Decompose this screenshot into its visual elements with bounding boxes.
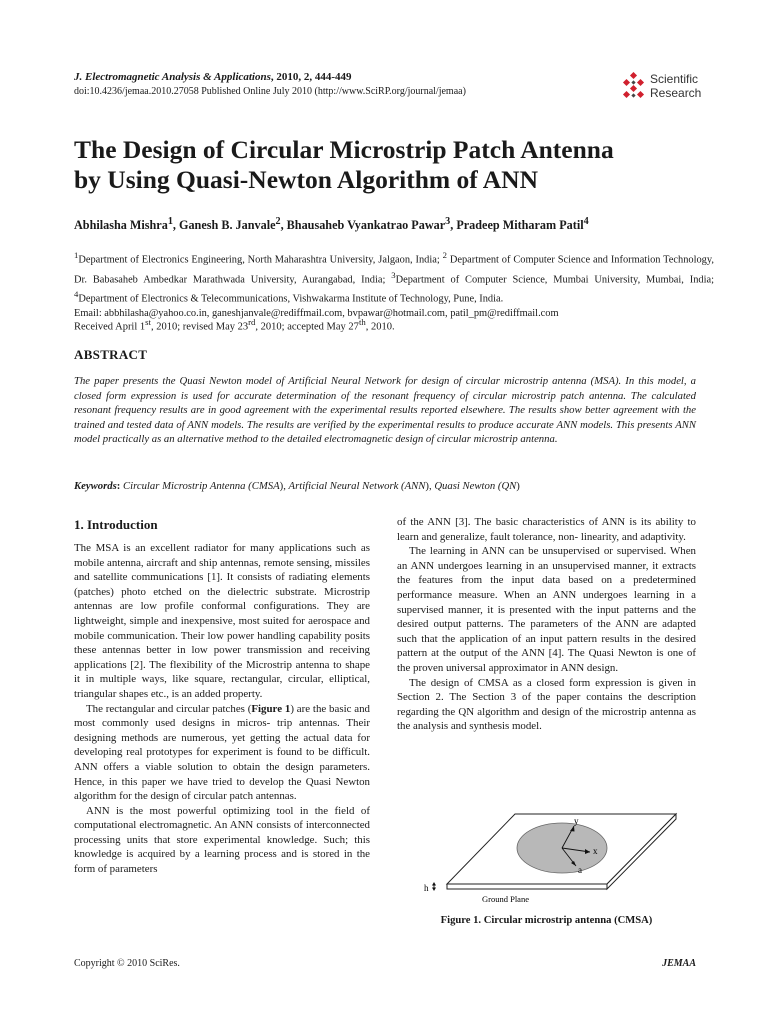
abstract-part: MSA xyxy=(594,375,615,387)
paper-title xyxy=(74,135,714,195)
received-text: , 2010. xyxy=(365,321,395,333)
logo-line-1: Scientific xyxy=(650,72,699,86)
author-sup: 4 xyxy=(583,216,589,227)
keywords-colon: : xyxy=(116,480,123,492)
logo-mark-icon xyxy=(620,72,648,102)
affiliation: Department of Computer Science and Information Technology, Dr. Babasaheb Ambedkar Marathwada University, Aurangabad, India; xyxy=(74,254,714,286)
author: Bhausaheb Vyankatrao Pawar xyxy=(286,218,446,233)
keywords-label: Keywords xyxy=(74,480,117,492)
author-separator: , xyxy=(450,218,457,233)
email-line: Email: abbhilasha@yahoo.co.in, ganeshjanvale@rediffmail.com, bvpawar@hotmail.com, patil_pm@rediffmail.com xyxy=(74,308,559,320)
abstract-text xyxy=(74,374,696,447)
publisher-logo xyxy=(620,70,710,104)
section-heading: 1. Introduction xyxy=(74,517,158,532)
keywords xyxy=(74,480,520,492)
journal-abbr: JEMAA xyxy=(662,958,696,969)
author-list xyxy=(74,216,714,233)
doi-line: doi:10.4236/jemaa.2010.27058 Published Online July 2010 (http://www.SciRP.org/journal/jemaa) xyxy=(74,86,466,97)
paragraph: The learning in ANN can be unsupervised or supervised. When an ANN undergoes learning in an unsupervised manner, it extracts the features from the input data based on a predetermined performance measure. When an ANN undergoes learning in a supervised manner, it is presented with the input patterns and the desired output patterns. The parameters of the ANN are adapted such that the application of an input pattern results in the desired pattern at the output of the ANN [4]. The Quasi Newton is one of the proven universal approximator in ANN design. xyxy=(397,545,696,674)
title-line-1: The Design of Circular Microstrip Patch Antenna xyxy=(74,135,614,164)
received-text: Received April 1 xyxy=(74,321,146,333)
journal-citation xyxy=(74,71,352,83)
received-text: , 2010; revised May 23 xyxy=(151,321,249,333)
height-arrow-up xyxy=(432,882,436,886)
paragraph-text: ) are the basic and most commonly used designs in micros- trip antennas. Their designing methods are numerous, yet getting the actual data for developing real prototypes for experiment is found to be difficult. ANN offers a viable solution to obtain the design parameters. Hence, in this paper we have tried to develop the Quasi Newton algorithm for the design of circular patch antennas. xyxy=(74,702,370,803)
author: Ganesh B. Janvale xyxy=(178,218,276,233)
paragraph-text: The rectangular and circular patches ( xyxy=(86,702,252,715)
title-line-2: by Using Quasi-Newton Algorithm of ANN xyxy=(74,165,538,194)
label-x: x xyxy=(593,846,598,856)
abstract-part: ). In this model, a closed form expression is used for accurate determination of the resonant frequency of circular microstrip patch antenna. The calculated resonant frequency results are in good agreement with the experimental results reported elsewhere. The results show better agreement with the trained and tested data of ANN models. The results are verified by the experimental results to produce accurate ANN models. This presents ANN model practically as an alternative method to the detailed electromagnetic design of circular microstrip antenna. xyxy=(74,375,696,446)
affil-sup: 4 xyxy=(74,289,79,300)
label-h: h xyxy=(424,883,429,893)
affiliation: Department of Computer Science, Mumbai University, Mumbai, India; xyxy=(395,274,714,286)
keyword: Circular Microstrip Antenna ( xyxy=(122,480,252,492)
paragraph: The MSA is an excellent radiator for many applications such as mobile antenna, aircraft and ship antennas, remote sensing, missiles and satellite communications [1]. It consists of radiating elements (patches) photo etched on the dielectric substrate. Microstrip antennas are low profile conformal configurations. They are lightweight, simple and inexpensive, most suited for aerospace and mobile communication. Their low power handling capability posits these antennas better in low power transmission and receiving applications [2]. The flexibility of the Microstrip antenna to shape it in multiple ways, like square, rectangular, circular, elliptical, triangular shapes etc., is an added property. xyxy=(74,542,370,700)
affil-sup: 1 xyxy=(74,250,79,260)
paragraph: ANN is the most powerful optimizing tool in the field of computational electromagnetic. An ANN consists of interconnected processing units that store experimental knowledge. Such; this knowledge is acquired by a learning process and is stored in the form of parameters xyxy=(74,804,370,876)
author: Pradeep Mitharam Patil xyxy=(456,218,584,233)
figure-caption: Figure 1. Circular microstrip antenna (CMSA) xyxy=(440,915,653,926)
author-sup: 2 xyxy=(275,216,281,227)
abstract-part: The paper presents the Quasi Newton model of Artificial Neural Network for design of circular microstrip antenna ( xyxy=(74,375,595,387)
substrate-side xyxy=(447,884,607,889)
affil-sup: 2 xyxy=(442,250,447,260)
ground-plane-label: Ground Plane xyxy=(482,894,529,904)
figure-ref: Figure 1 xyxy=(251,702,291,715)
ordinal-sup: st xyxy=(145,317,151,327)
author-separator: , xyxy=(280,218,287,233)
journal-name: J. Electromagnetic Analysis & Applications xyxy=(74,71,271,83)
affiliation: Department of Electronics Engineering, North Maharashtra University, Jalgaon, India; xyxy=(78,254,443,266)
affil-sup: 3 xyxy=(391,269,396,280)
paragraph xyxy=(74,702,370,804)
ordinal-sup: rd xyxy=(248,317,256,327)
body-column-right xyxy=(397,515,696,734)
paragraph: of the ANN [3]. The basic characteristics of ANN is its ability to learn and generalize, fault tolerance, non- linearity, and adaptivity. xyxy=(397,516,696,543)
logo-line-2: Research xyxy=(650,86,702,100)
keyword-abbr: CMSA xyxy=(251,480,280,492)
abstract-heading: ABSTRACT xyxy=(74,347,148,362)
copyright: Copyright © 2010 SciRes. xyxy=(74,958,180,969)
body-column-left xyxy=(74,541,370,877)
journal-volume: , 2010, 2, 444-449 xyxy=(270,71,352,83)
author-sup: 1 xyxy=(167,216,173,227)
label-a: a xyxy=(578,865,582,875)
keyword: Artificial Neural Network ( xyxy=(288,480,405,492)
received-text: , 2010; accepted May 27 xyxy=(255,321,359,333)
author-sup: 3 xyxy=(445,216,451,227)
author-separator: , xyxy=(172,218,179,233)
author: Abhilasha Mishra xyxy=(74,218,168,233)
keyword-abbr: QN xyxy=(501,480,517,492)
paragraph: The design of CMSA as a closed form expression is given in Section 2. The Section 3 of the paper contains the description regarding the QN algorithm and design of the microstrip antenna as the analysis and synthesis model. xyxy=(397,676,696,733)
keyword-sep: ), xyxy=(425,480,435,492)
ordinal-sup: th xyxy=(358,317,366,327)
height-arrow-down xyxy=(432,888,436,892)
received-dates xyxy=(74,317,395,333)
figure-1 xyxy=(420,812,680,912)
keyword-abbr: ANN xyxy=(404,480,426,492)
affiliations xyxy=(74,248,714,321)
logo-text xyxy=(650,72,701,100)
keyword-sep: ) xyxy=(516,480,520,492)
label-y: y xyxy=(574,816,579,826)
antenna-diagram xyxy=(420,812,680,912)
affiliation: Department of Electronics & Telecommunications, Vishwakarma Institute of Technology, Pune, India. xyxy=(78,293,504,305)
keyword-sep: ), xyxy=(279,480,289,492)
keyword: Quasi Newton ( xyxy=(434,480,502,492)
